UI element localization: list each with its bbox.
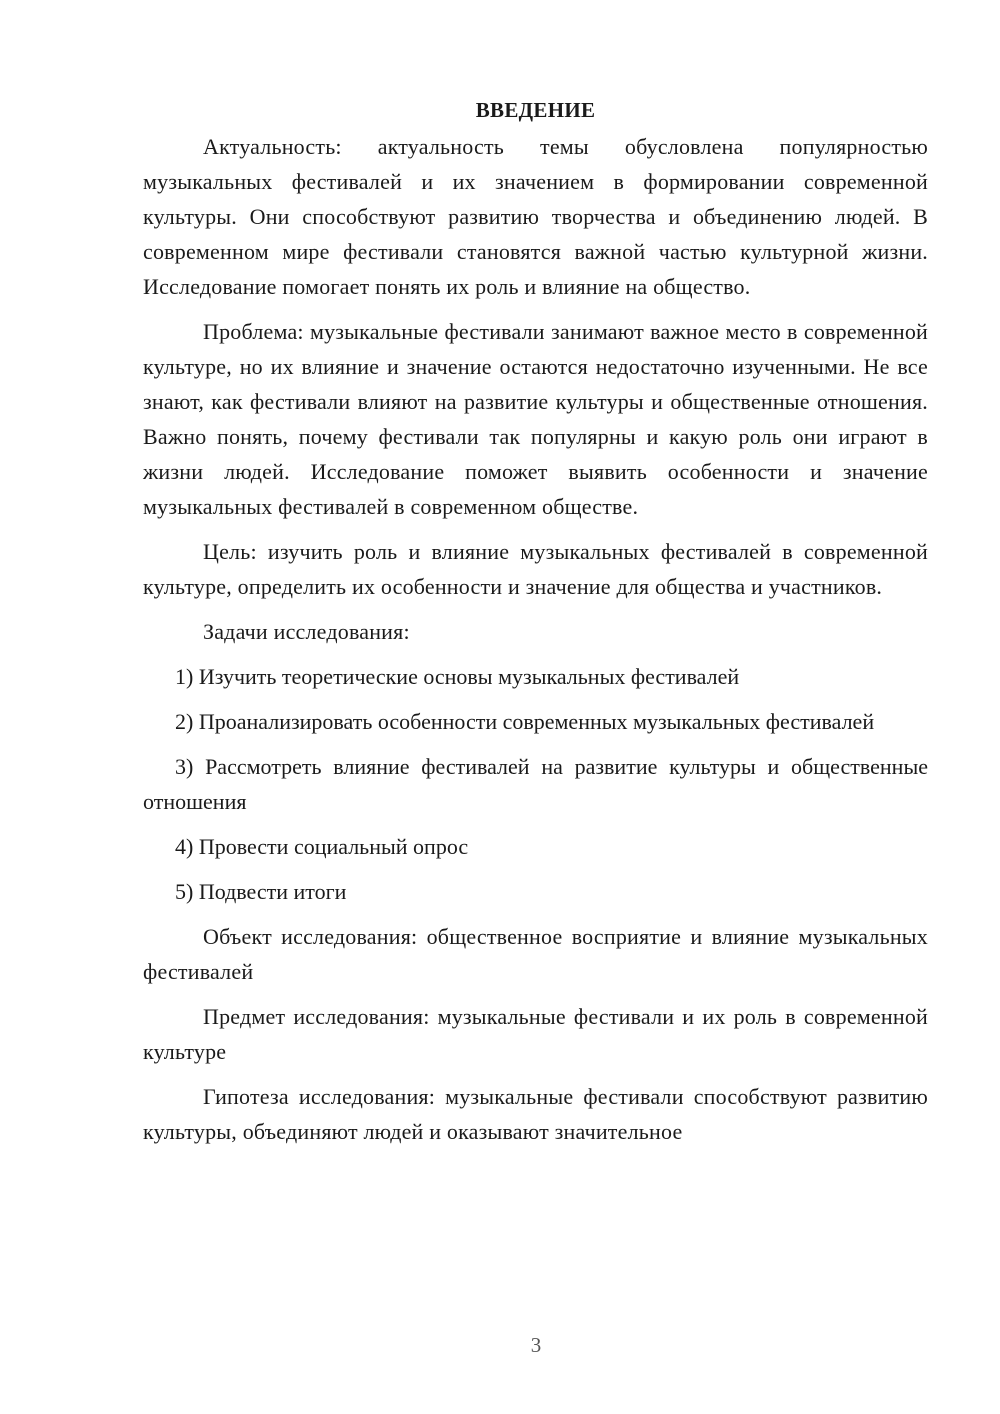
paragraph-hypothesis: Гипотеза исследования: музыкальные фестивали способствуют развитию культуры, объединяют людей и оказывают значительное [143,1084,928,1144]
page-content [143,93,928,1159]
page-title: ВВЕДЕНИЕ [475,98,596,122]
task-item-3: 3) Рассмотреть влияние фестивалей на развитие культуры и общественные отношения [143,754,928,814]
task-item-2: 2) Проанализировать особенности современных музыкальных фестивалей [175,709,875,734]
paragraph-relevance: Актуальность: актуальность темы обусловлена популярностью музыкальных фестивалей и их значением в формировании современной культуры. Они способствуют развитию творчества и объединению людей. В современном мире фестивали становятся важной частью культурной жизни. Исследование помогает понять их роль и влияние на общество. [143,134,928,299]
task-item-4: 4) Провести социальный опрос [175,834,469,859]
paragraph-subject: Предмет исследования: музыкальные фестивали и их роль в современной культуре [143,1004,928,1064]
paragraph-goal: Цель: изучить роль и влияние музыкальных фестивалей в современной культуре, определить их особенности и значение для общества и участников. [143,539,928,599]
task-item-5: 5) Подвести итоги [175,879,347,904]
task-item-1: 1) Изучить теоретические основы музыкальных фестивалей [175,664,740,689]
page-number: 3 [530,1333,542,1357]
paragraph-object: Объект исследования: общественное восприятие и влияние музыкальных фестивалей [143,924,928,984]
tasks-heading: Задачи исследования: [203,619,410,644]
paragraph-problem: Проблема: музыкальные фестивали занимают важное место в современной культуре, но их влияние и значение остаются недостаточно изученными. Не все знают, как фестивали влияют на развитие культуры и общественные отношения. Важно понять, почему фестивали так популярны и какую роль они играют в жизни людей. Исследование поможет выявить особенности и значение музыкальных фестивалей в современном обществе. [143,319,928,519]
